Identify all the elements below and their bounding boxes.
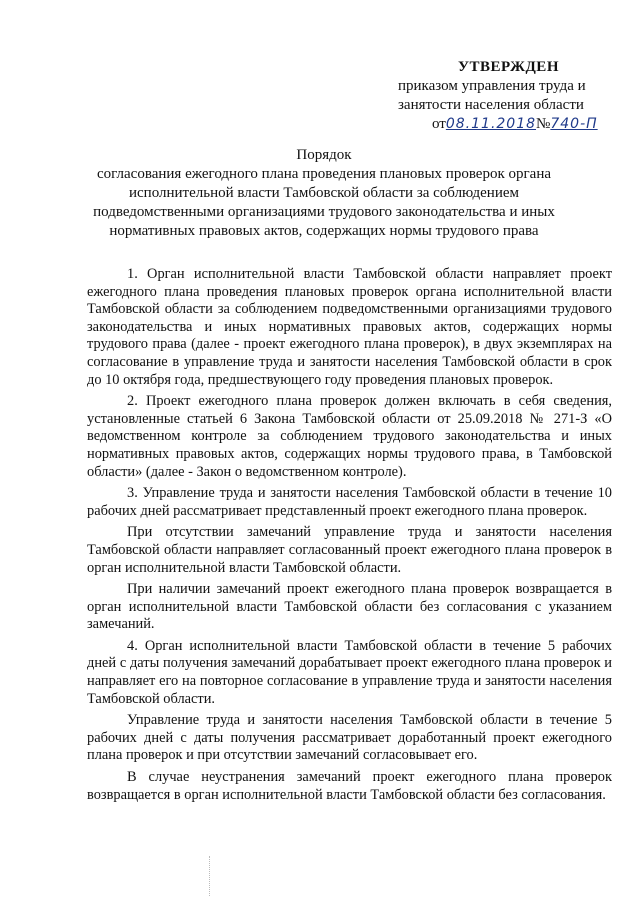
handwritten-date: 08.11.2018: [445, 116, 537, 132]
paragraph-3: 3. Управление труда и занятости населения Тамбовской области в течение 10 рабочих дней рассматривает представленный проект ежегодного плана проверок.: [87, 485, 612, 519]
document-title: [74, 146, 574, 241]
paragraph-6: 4. Орган исполнительной власти Тамбовской области в течение 5 рабочих дней с даты получения замечаний дорабатывает проект ежегодного плана проверок и направляет его на повторное согласование в управление труда и занятости населения Тамбовской области.: [87, 637, 612, 707]
paragraph-1: 1. Орган исполнительной власти Тамбовской области направляет проект ежегодного плана проведения плановых проверок органа исполнительной власти Тамбовской области за соблюдением подведомственными организациями трудового законодательства и иных нормативных правовых актов, содержащих нормы трудового права (далее - проект ежегодного плана проверок), в двух экземплярах на согласование в управление труда и занятости населения Тамбовской области в срок до 10 октября года, предшествующего году проведения плановых проверок.: [87, 266, 612, 388]
paragraph-2: 2. Проект ежегодного плана проверок должен включать в себя сведения, установленные статьей 6 Закона Тамбовской области от 25.09.2018 № 271-З «О ведомственном контроле за соблюдением трудового законодательства и иных нормативных правовых актов, содержащих нормы трудового права, в Тамбовской области» (далее - Закон о ведомственном контроле).: [87, 393, 612, 480]
document-body: [87, 266, 612, 808]
number-prefix: №: [536, 116, 551, 132]
approval-title: УТВЕРЖДЕН: [458, 59, 559, 75]
handwritten-number: 740-П: [550, 116, 598, 132]
title-line-2: исполнительной власти Тамбовской области за соблюдением: [128, 185, 519, 201]
approval-line-1: приказом управления труда и: [398, 78, 586, 94]
scan-artifact: [209, 856, 212, 896]
paragraph-4: При отсутствии замечаний управление труда и занятости населения Тамбовской области направляет согласованный проект ежегодного плана проверок в орган исполнительной власти Тамбовской области.: [87, 524, 612, 576]
approval-stamp: [392, 58, 612, 134]
title-line-4: нормативных правовых актов, содержащих нормы трудового права: [109, 223, 539, 239]
approval-line-2: занятости населения области: [398, 97, 584, 113]
paragraph-8: В случае неустранения замечаний проект ежегодного плана проверок возвращается в орган исполнительной власти Тамбовской области без согласования.: [87, 769, 612, 803]
title-line-3: подведомственными организациями трудового законодательства и иных: [93, 204, 555, 220]
title-line-1: согласования ежегодного плана проведения плановых проверок органа: [96, 166, 551, 182]
title-heading: Порядок: [296, 147, 352, 163]
paragraph-5: При наличии замечаний проект ежегодного плана проверок возвращается в орган исполнительной власти Тамбовской области без согласования с указанием замечаний.: [87, 581, 612, 633]
approval-date-line: [392, 115, 612, 134]
date-prefix: от: [432, 116, 446, 132]
paragraph-7: Управление труда и занятости населения Тамбовской области в течение 5 рабочих дней с даты получения рассматривает доработанный проект ежегодного плана проверок и при отсутствии замечаний согласовывает его.: [87, 712, 612, 764]
